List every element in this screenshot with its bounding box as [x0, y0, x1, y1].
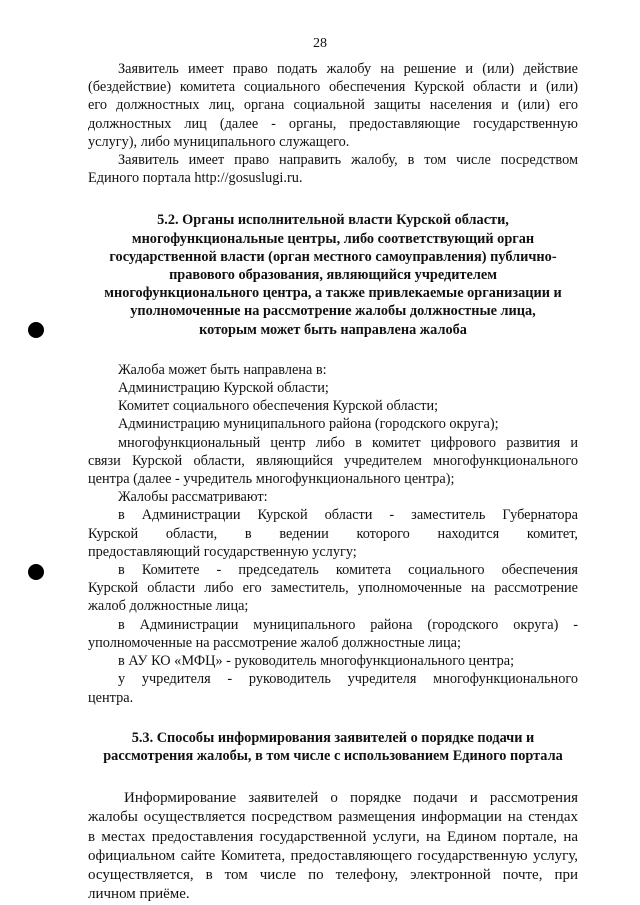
text-line: Единого портала http://gosuslugi.ru.: [88, 170, 303, 187]
heading-line: 5.3. Способы информирования заявителей о порядке подачи и: [131, 729, 535, 746]
text-line: предоставляющий государственную услугу;: [88, 543, 357, 560]
heading-line: 5.2. Органы исполнительной власти Курской области,: [157, 212, 509, 229]
list-item: Администрацию муниципального района (городского округа);: [118, 416, 499, 433]
text-line: в Комитете - председатель комитета социального обеспечения: [118, 562, 578, 579]
punch-hole-mark: [28, 322, 44, 338]
page-number: 28: [313, 36, 327, 51]
review-municipal: [88, 616, 578, 652]
heading-line: государственной власти (орган местного самоуправления) публично-: [109, 248, 557, 265]
text-line: официальном сайте Комитета, предоставляющего государственную услугу,: [88, 847, 578, 864]
list-item: Администрацию Курской области;: [118, 380, 329, 397]
text-line: личном приёме.: [88, 886, 190, 903]
heading-line: правового образования, являющийся учредителем: [169, 267, 497, 284]
document-body: [88, 60, 578, 904]
intro-paragraph-portal: [88, 151, 578, 187]
text-line: его должностных лиц, органа социальной защиты населения и (или) его: [88, 97, 578, 114]
text-line: многофункциональный центр либо в комитет цифрового развития и: [118, 434, 578, 451]
list-item: Комитет социального обеспечения Курской области;: [118, 398, 439, 415]
heading-line: которым может быть направлена жалоба: [199, 321, 467, 338]
heading-line: многофункционального центра, а также привлекаемые организации и: [104, 285, 562, 302]
section-5-2-body: [88, 361, 578, 707]
text-line: в Администрации Курской области - заместитель Губернатора: [118, 507, 578, 524]
text-line: Заявитель имеет право подать жалобу на решение и (или) действие: [118, 61, 578, 77]
text-line: связи Курской области, являющийся учредителем многофункционального: [88, 452, 578, 469]
punch-hole-mark: [28, 564, 44, 580]
text-line: услугу), либо муниципального служащего.: [88, 133, 350, 150]
text-line: Заявитель имеет право направить жалобу, в том числе посредством: [118, 152, 578, 169]
section-5-3-body: [88, 789, 578, 904]
text-line: должностных лиц (далее - органы, предоставляющие государственную: [88, 115, 578, 132]
section-heading-5-3: [88, 729, 578, 765]
text-line: уполномоченные на рассмотрение жалоб должностные лица;: [88, 634, 461, 651]
heading-line: уполномоченные на рассмотрение жалобы должностные лица,: [130, 303, 536, 320]
text-line: (бездействие) комитета социального обеспечения Курской области и (или): [88, 79, 578, 96]
text-line: жалоб должностные лица;: [88, 598, 249, 615]
review-founder: [88, 670, 578, 706]
mfc-paragraph: [88, 434, 578, 489]
text-line: осуществляется, в том числе по телефону, электронной почте, при: [88, 866, 578, 883]
text-line: центра (далее - учредитель многофункционального центра);: [88, 471, 455, 488]
heading-line: рассмотрения жалобы, в том числе с использованием Единого портала: [103, 747, 563, 764]
review-mfc: в АУ КО «МФЦ» - руководитель многофункционального центра;: [118, 653, 515, 670]
text-line: центра.: [88, 689, 134, 706]
list-intro: Жалоба может быть направлена в:: [118, 361, 327, 378]
text-line: жалобы осуществляется посредством размещения информации на стендах: [88, 809, 578, 826]
text-line: у учредителя - руководитель учредителя многофункционального: [118, 671, 578, 688]
text-line: Курской области либо его заместитель, уполномоченные на рассмотрение: [88, 580, 578, 597]
heading-line: многофункциональные центры, либо соответствующий орган: [131, 230, 535, 247]
section-heading-5-2: [88, 211, 578, 338]
text-line: Курской области, в ведении которого находится комитет,: [88, 525, 578, 542]
review-administration: [88, 506, 578, 561]
text-line: в Администрации муниципального района (городского округа) -: [118, 616, 578, 633]
text-line: Информирование заявителей о порядке подачи и рассмотрения: [124, 790, 578, 807]
text-line: в местах предоставления государственной услуги, на Едином портале, на: [88, 828, 578, 845]
intro-paragraph-appeal-right: [88, 60, 578, 151]
review-committee: [88, 561, 578, 616]
review-intro: Жалобы рассматривают:: [118, 489, 268, 506]
